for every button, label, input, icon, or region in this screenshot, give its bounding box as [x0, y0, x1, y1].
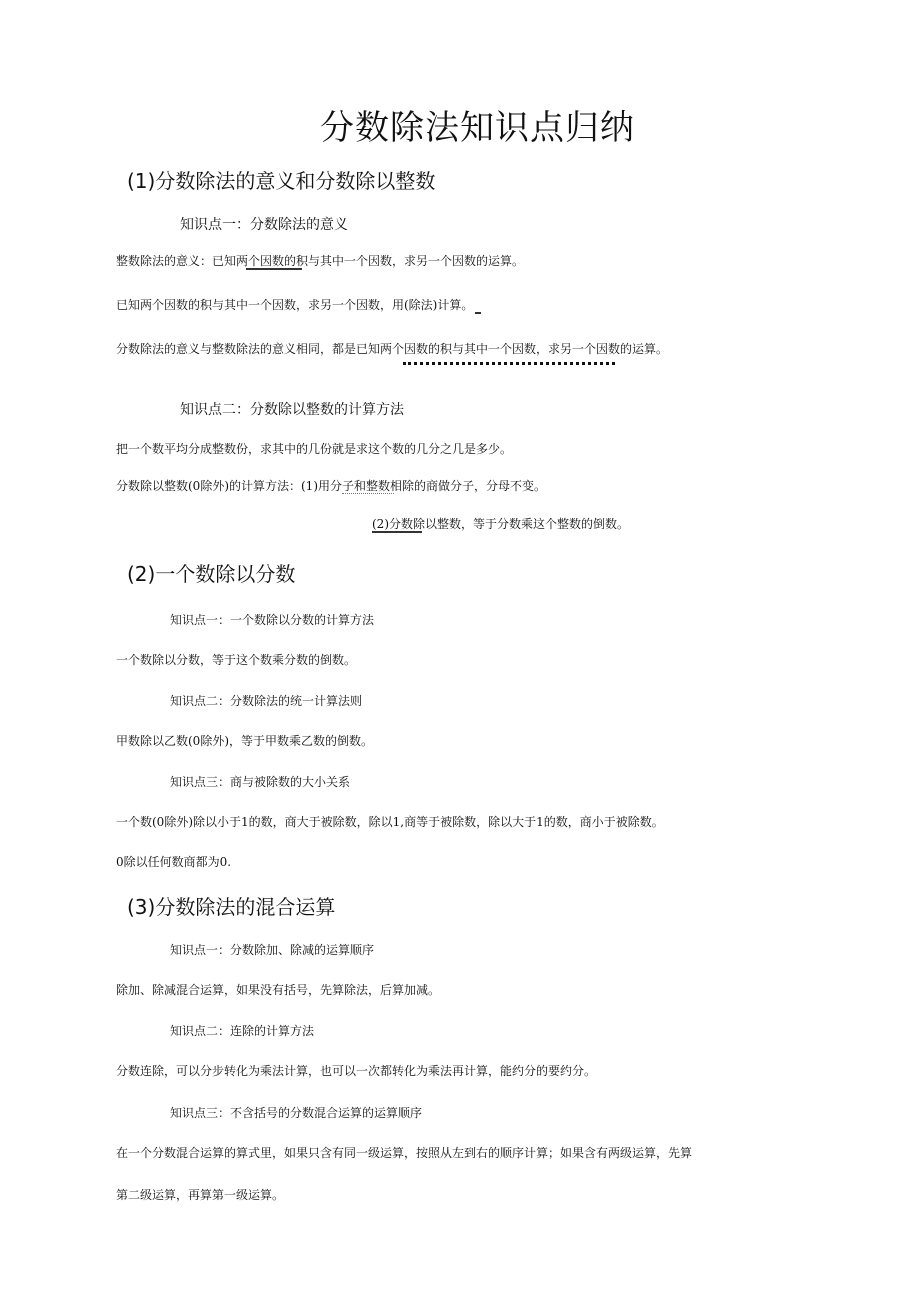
- paragraph: 一个数(0除外)除以小于1的数，商大于被除数，除以1,商等于被除数，除以大于1的数，商小于被除数。: [116, 815, 664, 829]
- section-heading-1: (1)分数除法的意义和分数除以整数: [127, 169, 436, 193]
- underline-mark: [372, 531, 422, 533]
- underline-mark: [342, 493, 394, 494]
- paragraph: 分数除法的意义与整数除法的意义相同，都是已知两个因数的积与其中一个因数，求另一个因数的运算。: [116, 342, 669, 356]
- paragraph: 整数除法的意义：已知两个因数的积与其中一个因数，求另一个因数的运算。: [116, 254, 525, 268]
- underline-mark: [246, 268, 302, 270]
- knowledge-point-label: 知识点一：一个数除以分数的计算方法: [170, 613, 375, 627]
- knowledge-point-label: 知识点一：分数除加、除减的运算顺序: [170, 943, 375, 957]
- knowledge-point-label: 知识点二：分数除以整数的计算方法: [180, 402, 404, 418]
- knowledge-point-label: 知识点三：不含括号的分数混合运算的运算顺序: [170, 1106, 423, 1120]
- section-heading-3: (3)分数除法的混合运算: [127, 895, 336, 919]
- knowledge-point-label: 知识点三：商与被除数的大小关系: [170, 775, 351, 789]
- paragraph: 一个数除以分数，等于这个数乘分数的倒数。: [116, 653, 357, 667]
- page-title: 分数除法知识点归纳: [320, 108, 635, 148]
- underline-mark: [475, 312, 481, 314]
- emphasis-dots: [403, 362, 615, 365]
- paragraph: 把一个数平均分成整数份，求其中的几份就是求这个数的几分之几是多少。: [116, 442, 513, 456]
- knowledge-point-label: 知识点二：分数除法的统一计算法则: [170, 694, 363, 708]
- paragraph: 在一个分数混合运算的算式里，如果只含有同一级运算，按照从左到右的顺序计算；如果含有两级运算，先算: [116, 1146, 693, 1160]
- paragraph: 除加、除减混合运算，如果没有括号，先算除法，后算加减。: [116, 983, 441, 997]
- paragraph: 分数除以整数(0除外)的计算方法：(1)用分子和整数相除的商做分子，分母不变。: [116, 479, 546, 493]
- paragraph: (2)分数除以整数，等于分数乘这个整数的倒数。: [372, 517, 629, 531]
- paragraph: 已知两个因数的积与其中一个因数，求另一个因数，用(除法)计算。: [116, 298, 474, 312]
- section-heading-2: (2)一个数除以分数: [127, 562, 296, 586]
- knowledge-point-label: 知识点二：连除的计算方法: [170, 1024, 315, 1038]
- paragraph: 甲数除以乙数(0除外)，等于甲数乘乙数的倒数。: [116, 734, 373, 748]
- paragraph: 分数连除，可以分步转化为乘法计算，也可以一次都转化为乘法再计算，能约分的要约分。: [116, 1064, 597, 1078]
- paragraph: 0除以任何数商都为0.: [116, 855, 232, 869]
- knowledge-point-label: 知识点一：分数除法的意义: [180, 217, 348, 233]
- paragraph: 第二级运算，再算第一级运算。: [116, 1188, 285, 1202]
